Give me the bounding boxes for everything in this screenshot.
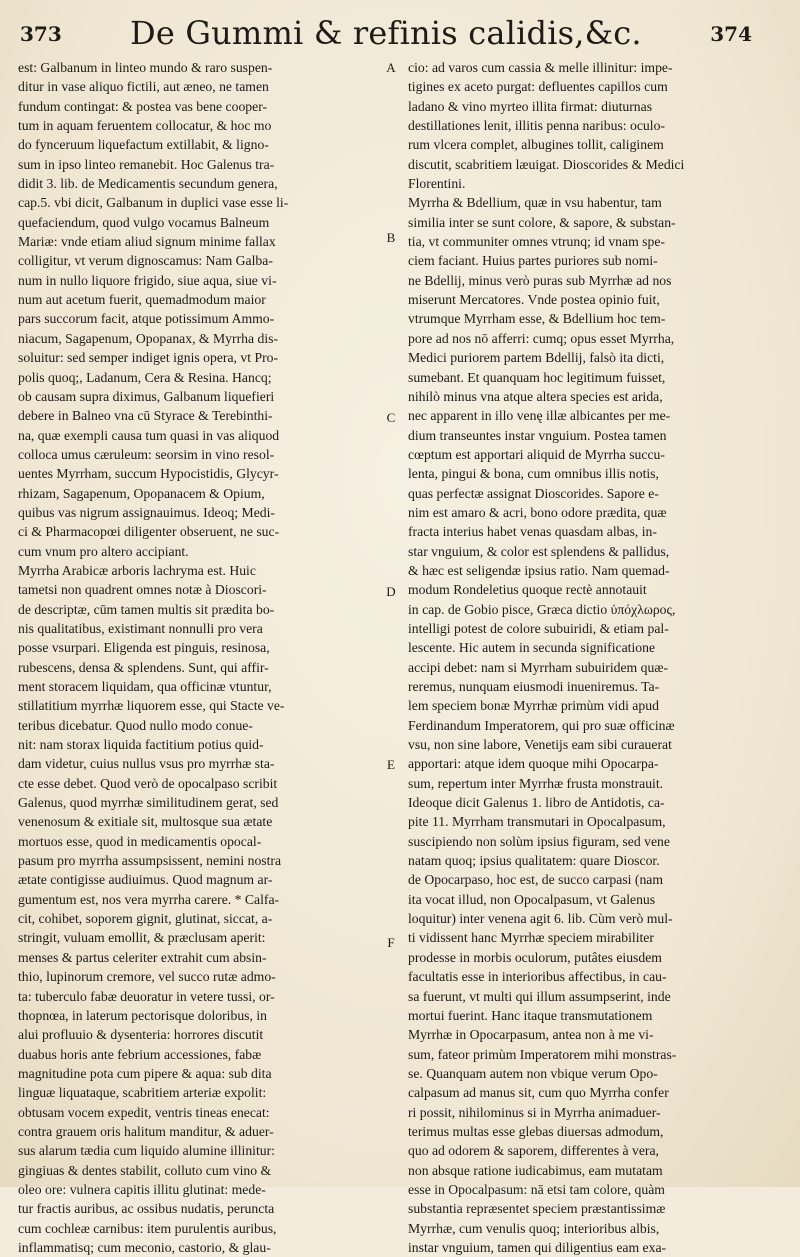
text-line: rubescens, densa & splendens. Sunt, qui affir- xyxy=(18,659,269,675)
text-line: vsu, non sine labore, Venetijs eam sibi curauerat xyxy=(408,737,672,753)
text-line: instar vnguium, tamen qui diligentius eam exa- xyxy=(408,1239,667,1255)
text-line: quibus vas nigrum assignauimus. Ideoq; Medi- xyxy=(18,504,275,520)
text-line: Ideoque dicit Galenus 1. libro de Antidotis, ca- xyxy=(408,795,665,811)
text-line: colloca umus cæruleum: seorsim in vino resol- xyxy=(18,446,275,462)
text-line: sumebant. Et quanquam hoc legitimum fuisset, xyxy=(408,369,666,385)
text-line: uentes Myrrham, succum Hypocistidis, Glycyr- xyxy=(18,466,279,482)
text-line: pore ad nos nō afferri: cumq; opus esset Myrrha, xyxy=(408,330,675,346)
text-line: Medici puriorem partem Bdellij, falsò ita dicti, xyxy=(408,350,665,366)
text-line: cum vnum pro altero accipiant. xyxy=(18,543,189,559)
text-line: ob causam supra diximus, Galbanum liquefieri xyxy=(18,388,275,404)
text-line: Galenus, quod myrrhæ similitudinem gerat, sed xyxy=(18,795,279,811)
text-line: gingiuas & dentes stabilit, colluto cum vino & xyxy=(18,1162,272,1178)
text-line: pars succorum facit, atque potissimum Ammo- xyxy=(18,311,275,327)
margin-letter-d: D xyxy=(386,584,396,599)
text-line: soluitur: sed semper indiget ignis opera, vt Pro- xyxy=(18,350,279,366)
text-line: lem speciem bonæ Myrrhæ primùm vidi apud xyxy=(408,698,659,714)
text-line: niacum, Sagapenum, Opopanax, & Myrrha dis- xyxy=(18,330,279,346)
text-line: miserunt Mercatores. Vnde postea opinio fuit, xyxy=(408,292,660,308)
page-number-right: 374 xyxy=(710,22,752,46)
text-line: ciem faciant. Huius partes puriores sub nomi- xyxy=(408,253,658,269)
text-line: cio: ad varos cum cassia & melle illinitur: impe- xyxy=(408,60,673,75)
text-line: nec apparent in illo venę illæ albicantes per me- xyxy=(408,408,671,424)
text-line: prodesse in morbis oculorum, putâtes eiusdem xyxy=(408,949,662,965)
text-line: dam videtur, cuius nullus vsus pro myrrhæ sta- xyxy=(18,756,275,772)
text-line: Myrrhæ in Opocarpasum, antea non à me vi- xyxy=(408,1027,654,1043)
text-line: loquitur) inter venena agit 6. lib. Cùm verò mul- xyxy=(408,911,673,927)
text-line: do fynceruum liquefactum extillabit, & ligno- xyxy=(18,137,269,153)
text-line: natam quoq; ipsius qualitatem: quare Dioscor. xyxy=(408,853,660,869)
text-line: ditur in vase aliquo fictili, aut æneo, ne tamen xyxy=(18,79,269,95)
text-line: sum, repertum inter Myrrhæ frusta monstrauit. xyxy=(408,775,664,791)
text-line: ætate contigisse audiuimus. Quod magnum ar- xyxy=(18,872,273,888)
text-line: de Opocarpaso, hoc est, de succo carpasi (nam xyxy=(408,872,664,888)
text-line: pite 11. Myrrham transmutari in Opocalpasum, xyxy=(408,814,666,830)
text-line: terimus multas esse glebas diuersas admodum, xyxy=(408,1123,664,1139)
text-line: num in nullo liquore frigido, siue aqua, siue vi- xyxy=(18,272,277,288)
text-line: nis qualitatibus, existimant nonnulli pro vera xyxy=(18,620,263,636)
text-line: Florentini. xyxy=(408,176,466,192)
text-line: teribus dicebatur. Quod nullo modo conue- xyxy=(18,717,253,733)
text-line: sum, fateor primùm Imperatorem mihi monstras- xyxy=(408,1046,677,1062)
text-line: thio, lupinorum cremore, vel succo rutæ admo- xyxy=(18,969,276,985)
text-line: nit: nam storax liquida factitium potius quid- xyxy=(18,737,264,753)
text-line: in cap. de Gobio pisce, Græca dictio ὑπόχλωρος, xyxy=(408,601,676,617)
text-line: quefaciendum, quod vulgo vocamus Balneum xyxy=(18,214,270,230)
text-line: modum Rondeletius quoque rectè annotauit xyxy=(408,582,647,598)
text-line: esse in Opocalpasum: nā etsi tam colore, quàm xyxy=(408,1181,665,1197)
text-line: thopnœa, in laterum pectorisque doloribus, in xyxy=(18,1007,267,1023)
text-line: fracta interius habet venas quasdam albas, in- xyxy=(408,524,657,540)
text-line: facultatis esse in interioribus affectibus, in cau- xyxy=(408,969,667,985)
margin-letter-b: B xyxy=(386,230,396,245)
text-line: se. Quanquam autem non vbique verum Opo- xyxy=(408,1065,658,1081)
text-line: substantia repræsentet speciem præstantissimæ xyxy=(408,1201,666,1217)
text-line: didit 3. lib. de Medicamentis secundum genera, xyxy=(18,176,278,192)
text-line: cit, cohibet, soporem gignit, glutinat, siccat, a- xyxy=(18,911,273,927)
text-line: apportari: atque idem quoque mihi Opocarpa- xyxy=(408,756,659,772)
text-line: mortuos esse, quod in medicamentis opocal- xyxy=(18,833,262,849)
text-line: ment storacem liquidam, qua officinæ vtuntur, xyxy=(18,679,272,694)
text-line: rhizam, Sagapenum, Opopanacem & Opium, xyxy=(18,485,265,501)
text-line: sus alarum tædia cum liquido alumine illinitur: xyxy=(18,1143,275,1159)
text-line: obtusam vocem expedit, ventris tineas enecat: xyxy=(18,1104,270,1120)
text-line: debere in Balneo vna cū Styrace & Terebinthi- xyxy=(18,408,273,424)
text-line: accipi debet: nam si Myrrham subuiridem quæ- xyxy=(408,659,669,675)
text-line: linguæ liquataque, scabritiem arteriæ expolit: xyxy=(18,1085,267,1101)
margin-letter-c: C xyxy=(386,410,396,425)
text-line: stringit, vuluam emollit, & præclusam aperit: xyxy=(18,930,266,946)
text-line: star vnguium, & color est splendens & pallidus, xyxy=(408,543,670,559)
text-line: Myrrha Arabicæ arboris lachryma est. Huic xyxy=(18,562,256,578)
text-line: magnitudine pota cum pipere & aqua: sub dita xyxy=(18,1065,272,1081)
text-line: lescente. Hic autem in secunda significatione xyxy=(408,640,656,656)
margin-letter-f: F xyxy=(387,935,395,950)
right-column xyxy=(408,58,764,1257)
text-line: quo ad odorem & saporem, differentes à vera, xyxy=(408,1143,659,1159)
text-line: dium transeuntes instar vnguium. Postea tamen xyxy=(408,427,667,443)
text-line: non absque ratione iudicabimus, eam mutatam xyxy=(408,1162,663,1178)
text-line: stillatitium myrrhæ liquorem esse, qui Stacte ve- xyxy=(18,698,285,714)
text-line: ri possit, nihilominus si in Myrrha animaduer- xyxy=(408,1104,661,1120)
text-line: duabus horis ante febrium accessiones, fabæ xyxy=(18,1046,262,1062)
text-line: Ferdinandum Imperatorem, qui pro suæ officinæ xyxy=(408,717,675,733)
text-line: gumentum est, nos vera myrrha carere. * Calfa- xyxy=(18,891,280,907)
text-line: tametsi non quadrent omnes notæ à Dioscori- xyxy=(18,582,267,598)
text-line: cœptum est apportari aliquid de Myrrha succu- xyxy=(408,446,665,462)
text-line: nim est amaro & acri, bono odore prædita, quæ xyxy=(408,504,667,520)
text-line: menses & partus celeriter extrahit cum absin- xyxy=(18,949,267,965)
page-number-left: 373 xyxy=(20,22,62,46)
text-line: sum in ipso linteo remanebit. Hoc Galenus tra- xyxy=(18,156,275,172)
text-line: pasum pro myrrha assumpsissent, nemini nostra xyxy=(18,853,282,869)
running-title: De Gummi & refinis calidis,&c. xyxy=(130,14,642,52)
text-line: Myrrhæ, cum venulis quoq; interioribus albis, xyxy=(408,1220,660,1236)
text-line: tigines ex aceto purgat: defluentes capillos cum xyxy=(408,79,668,95)
text-line: ita vocat illud, non Opocalpasum, vt Galenus xyxy=(408,891,656,907)
text-line: calpasum ad manus sit, cum quo Myrrha confer xyxy=(408,1085,669,1101)
text-line: reremus, nunquam eiusmodi inueniremus. Ta- xyxy=(408,679,660,694)
text-line: Myrrha & Bdellium, quæ in vsu habentur, tam xyxy=(408,195,662,211)
text-line: alui profluuio & dysenteria: horrores discutit xyxy=(18,1027,264,1043)
text-line: similia inter se sunt colore, & sapore, & substan- xyxy=(408,214,676,230)
text-line: num aut acetum fuerit, quemadmodum maior xyxy=(18,292,266,308)
text-line: est: Galbanum in linteo mundo & raro suspen- xyxy=(18,60,273,75)
text-line: contra grauem oris halitum manditur, & aduer- xyxy=(18,1123,274,1139)
text-line: rum vlcera complet, albugines tollit, caliginem xyxy=(408,137,664,153)
text-line: inflammatisq; cum meconio, castorio, & glau- xyxy=(18,1239,271,1255)
text-line: na, quæ exempli causa tum quasi in vas aliquod xyxy=(18,427,280,443)
text-line: nihilò minus vna atque altera species est arida, xyxy=(408,388,663,404)
text-line: ta: tuberculo fabæ deuoratur in vetere tussi, or- xyxy=(18,988,275,1004)
text-line: tur fractis auribus, ac ossibus nudatis, perunctа xyxy=(18,1201,275,1217)
margin-letter-a: A xyxy=(386,60,396,75)
text-line: mortui fuerint. Hanc itaque transmutationem xyxy=(408,1007,653,1023)
text-line: quas perfectæ assignat Dioscorides. Sapore e- xyxy=(408,485,659,501)
text-line: posse vsurpari. Eligenda est pinguis, resinosa, xyxy=(18,640,270,656)
text-line: ladano & vino myrteo illita firmat: diuturnas xyxy=(408,98,653,114)
text-line: lenta, pingui & bona, cum omnibus illis notis, xyxy=(408,466,659,482)
text-line: ti vidissent hanc Myrrhæ speciem mirabiliter xyxy=(408,930,654,946)
text-line: Mariæ: vnde etiam aliud signum minime fallax xyxy=(18,234,276,250)
text-line: sa fuerunt, vt multi qui illum assumpserint, inde xyxy=(408,988,671,1004)
text-line: oleo ore: vulnera capitis illitu glutinat: mede- xyxy=(18,1181,266,1197)
text-line: tum in aquam feruentem collocatur, & hoc mo xyxy=(18,118,272,134)
text-line: de descriptæ, cūm tamen multis sit prædita bo- xyxy=(18,601,275,617)
text-line: cte esse debet. Quod verò de opocalpaso scribit xyxy=(18,775,278,791)
text-line: polis quoq;, Ladanum, Cera & Resina. Hancq; xyxy=(18,369,272,385)
page-header xyxy=(20,10,780,56)
text-line: venenosum & exitiale sit, multosque sua ætate xyxy=(18,814,273,830)
left-column xyxy=(18,58,374,1257)
text-line: & hæc est seligendæ ipsius ratio. Nam quemad- xyxy=(408,562,670,578)
text-line: colligitur, vt verum dignoscamus: Nam Galba- xyxy=(18,253,273,269)
text-line: discutit, scabritiem læuigat. Dioscorides & Medici xyxy=(408,156,685,172)
text-line: suscipiendo non solùm ipsius figuram, sed vene xyxy=(408,833,670,849)
text-line: cap.5. vbi dicit, Galbanum in duplici vase esse li- xyxy=(18,195,289,211)
text-line: fundum contingat: & postea vas bene cooper- xyxy=(18,98,268,114)
text-line: destillationes lenit, illitis penna naribus: oculo- xyxy=(408,118,665,134)
text-line: ne Bdellij, minus verò puras sub Myrrhæ ad nos xyxy=(408,272,672,288)
margin-letter-e: E xyxy=(387,757,395,772)
text-line: intelligi potest de colore subuiridi, & etiam pal- xyxy=(408,620,669,636)
text-line: vtrumque Myrrham esse, & Bdellium hoc tem- xyxy=(408,311,666,327)
text-line: tia, vt communiter omnes vtrunq; id vnam spe- xyxy=(408,234,665,250)
text-line: ci & Pharmacopœi diligenter obseruent, ne suc- xyxy=(18,524,280,540)
text-line: cum cochleæ carnibus: item purulentis auribus, xyxy=(18,1220,277,1236)
